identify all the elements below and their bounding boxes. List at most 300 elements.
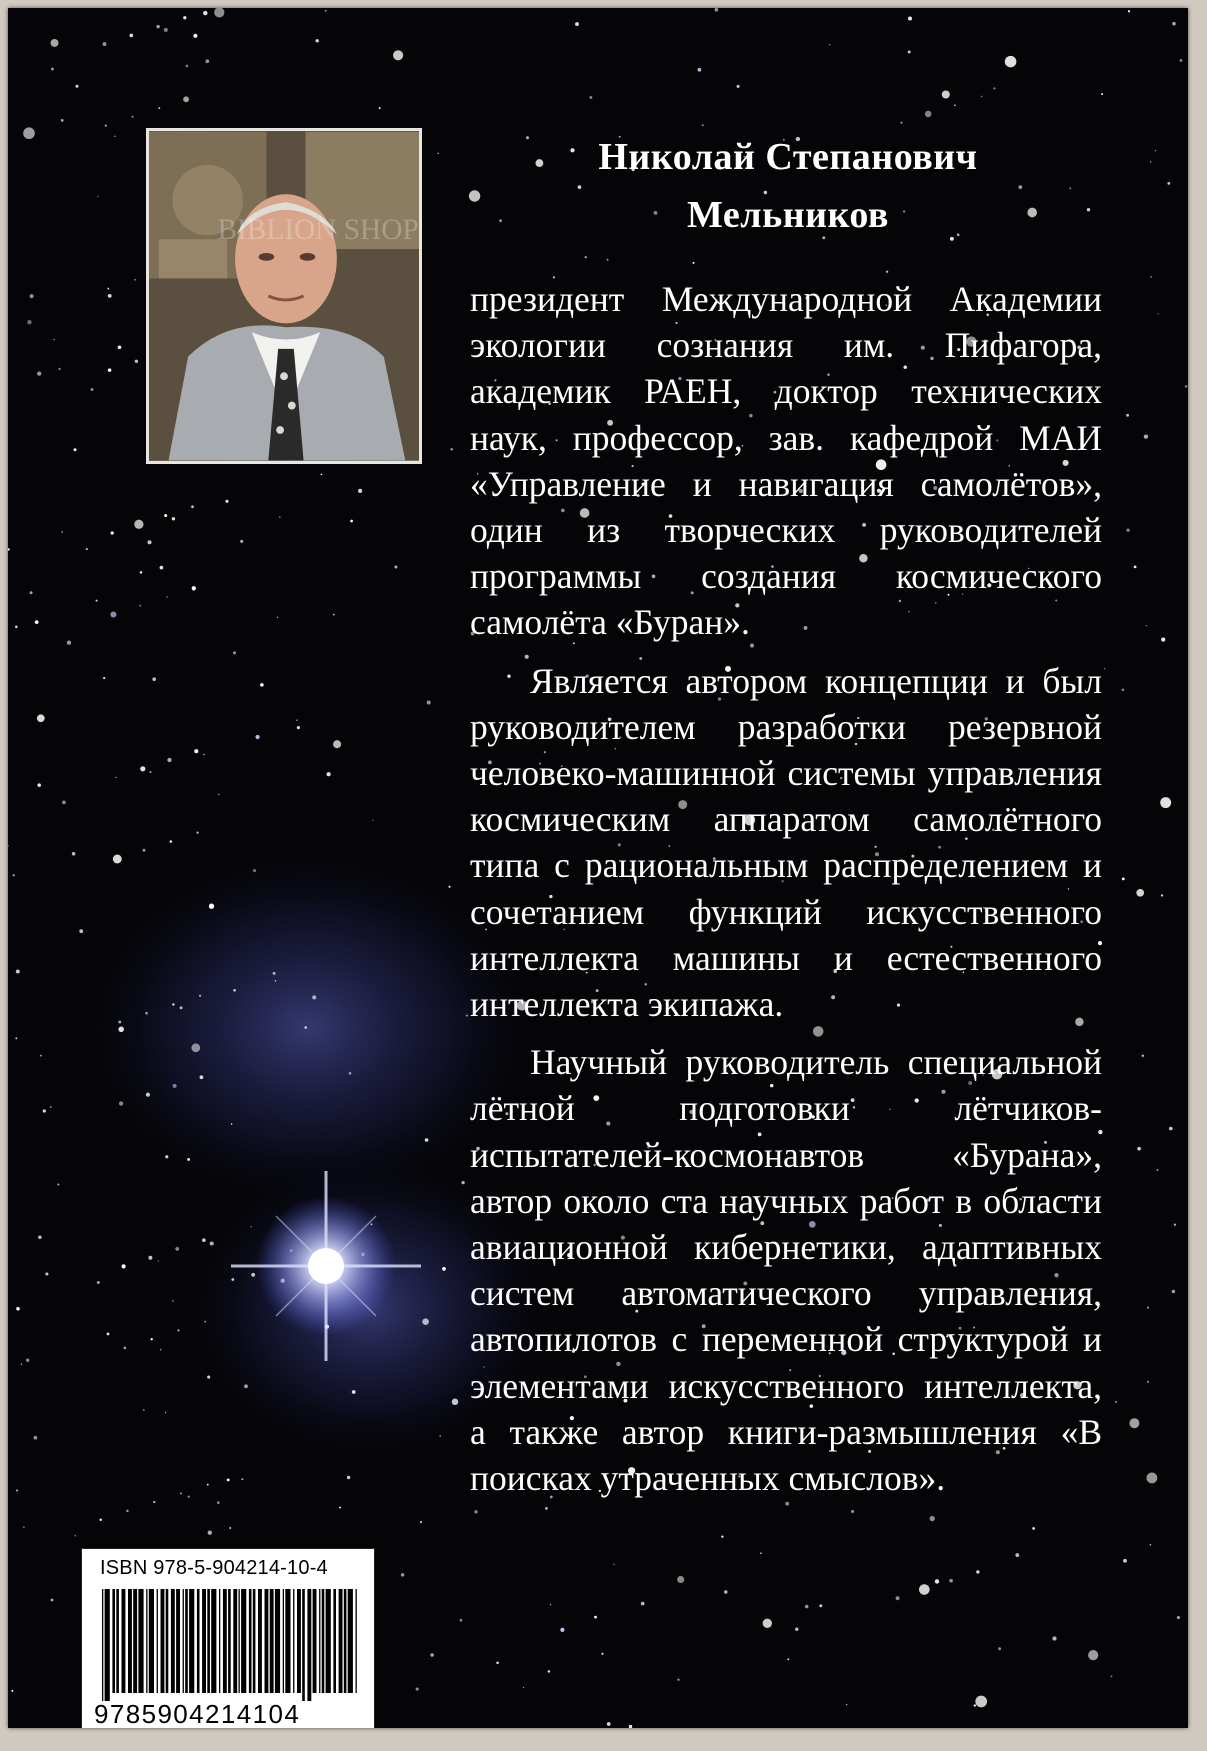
star <box>1128 10 1130 12</box>
star <box>35 620 39 624</box>
barcode-bar <box>239 1589 240 1693</box>
star <box>13 874 15 876</box>
star <box>218 794 219 795</box>
star <box>165 1412 166 1413</box>
star <box>135 360 138 363</box>
star <box>61 119 64 122</box>
star <box>760 1552 762 1554</box>
star <box>1147 1306 1149 1308</box>
star <box>37 714 45 722</box>
star <box>422 1318 429 1325</box>
star <box>164 28 168 32</box>
star <box>193 34 197 38</box>
star <box>191 505 194 508</box>
star <box>172 1003 174 1005</box>
barcode-bar <box>197 1589 200 1693</box>
star <box>183 16 186 19</box>
star <box>1126 529 1129 532</box>
barcode-bar <box>133 1589 137 1693</box>
star <box>325 10 327 12</box>
star <box>461 1181 464 1184</box>
star <box>86 548 88 550</box>
star <box>105 125 107 127</box>
star <box>118 345 122 349</box>
star <box>140 766 145 771</box>
star <box>26 1358 29 1361</box>
star <box>805 1605 809 1609</box>
star <box>169 840 172 843</box>
star <box>312 995 316 999</box>
star <box>819 1604 822 1607</box>
star <box>1134 566 1137 569</box>
barcode-bar <box>171 1589 175 1693</box>
star <box>548 1670 551 1673</box>
star <box>333 614 335 616</box>
star <box>160 566 164 570</box>
star <box>975 1696 987 1708</box>
star <box>260 683 264 687</box>
star <box>1111 1675 1113 1677</box>
star <box>38 1236 42 1240</box>
barcode-bar <box>102 1589 103 1701</box>
star <box>103 42 107 46</box>
star <box>607 259 609 261</box>
star <box>1052 1636 1056 1640</box>
barcode-bar <box>128 1589 132 1693</box>
star <box>51 1599 54 1602</box>
star <box>210 1241 214 1245</box>
star <box>183 96 189 102</box>
star <box>119 1101 123 1105</box>
star <box>1150 1544 1152 1546</box>
star <box>1142 1055 1144 1057</box>
star <box>829 44 830 45</box>
star <box>16 970 20 974</box>
barcode-bar <box>307 1589 311 1701</box>
star <box>677 1679 679 1681</box>
star <box>900 122 902 124</box>
star <box>187 1495 189 1497</box>
star <box>43 1109 46 1112</box>
star <box>15 625 18 628</box>
barcode-bar <box>356 1589 357 1693</box>
star <box>698 68 702 72</box>
star <box>594 1616 597 1619</box>
barcode-bar <box>161 1589 165 1693</box>
star <box>1150 276 1152 278</box>
barcode-bar <box>270 1589 274 1693</box>
star <box>585 256 587 258</box>
star <box>16 1307 20 1311</box>
barcode-bar <box>297 1589 301 1693</box>
star <box>942 90 950 98</box>
star <box>97 196 98 197</box>
barcode-bar <box>249 1589 252 1693</box>
star <box>217 1501 220 1504</box>
star <box>194 749 198 753</box>
star <box>233 651 236 654</box>
star <box>1126 414 1129 417</box>
star <box>74 448 77 451</box>
star <box>200 1075 204 1079</box>
star <box>1177 1616 1180 1619</box>
star <box>1147 1381 1149 1383</box>
star <box>140 571 143 574</box>
star <box>677 1576 684 1583</box>
barcode-bar <box>283 1589 284 1693</box>
barcode-bar <box>265 1589 269 1693</box>
barcode-bar <box>348 1589 353 1693</box>
star <box>607 1722 611 1726</box>
star <box>908 50 911 53</box>
star <box>452 1399 459 1406</box>
star <box>180 1006 183 1009</box>
star <box>96 600 98 602</box>
star <box>134 520 143 529</box>
star <box>737 85 740 88</box>
star <box>1122 877 1125 880</box>
star <box>97 1281 100 1284</box>
star <box>466 1015 468 1017</box>
star <box>241 1478 243 1480</box>
star <box>45 1272 48 1275</box>
star <box>229 1527 231 1529</box>
star <box>253 869 256 872</box>
star <box>724 1590 727 1593</box>
star <box>448 886 450 888</box>
barcode-digits: 9785904214104 <box>94 1699 301 1728</box>
star <box>1146 625 1147 626</box>
svg-text:BIBLION SHOP: BIBLION SHOP <box>217 214 419 247</box>
star <box>450 448 452 450</box>
star <box>590 96 593 99</box>
star <box>67 641 71 645</box>
barcode-bar <box>233 1589 237 1693</box>
star <box>180 1492 182 1494</box>
star <box>124 1347 127 1350</box>
star <box>30 591 33 594</box>
star <box>114 136 115 137</box>
star <box>420 1521 422 1523</box>
star <box>998 1647 1001 1650</box>
star <box>550 1604 551 1605</box>
star <box>143 1409 145 1411</box>
star <box>225 500 228 503</box>
star <box>1104 668 1105 669</box>
star <box>333 740 341 748</box>
barcode-bar <box>112 1589 115 1693</box>
book-back-cover <box>8 8 1188 1728</box>
star <box>76 85 79 88</box>
star <box>79 929 83 933</box>
star <box>204 1321 206 1323</box>
star <box>976 1570 979 1573</box>
star <box>240 540 243 543</box>
star <box>203 754 204 755</box>
author-name <box>468 128 1108 244</box>
barcode-bar <box>275 1589 280 1693</box>
star <box>99 1518 102 1521</box>
star <box>629 1725 632 1728</box>
star <box>57 1183 59 1185</box>
star <box>326 772 330 776</box>
star <box>401 1573 405 1577</box>
star <box>930 1516 935 1521</box>
star <box>1185 385 1188 388</box>
star <box>702 124 704 126</box>
star <box>108 368 112 372</box>
star <box>787 1658 789 1660</box>
barcode-bar <box>219 1589 220 1693</box>
author-name-first: Николай Степанович <box>598 136 978 178</box>
star <box>1161 894 1163 896</box>
star <box>51 68 54 71</box>
star <box>111 531 114 534</box>
barcode-bar <box>122 1589 126 1693</box>
star <box>172 1300 173 1301</box>
star <box>439 1435 441 1437</box>
star <box>316 39 319 42</box>
bio-paragraph-2: Является автором концепции и был руководителем разработки резервной человеко-машинной системы управления космическим аппаратом самолётного типа с рациональным распределением и сочетанием функций искусственного интеллекта машины и естественного интеллекта экипажа. <box>470 660 1102 1025</box>
star <box>158 107 160 109</box>
star <box>1155 150 1156 151</box>
star <box>156 25 159 28</box>
star <box>37 371 41 375</box>
star <box>641 1602 645 1606</box>
star <box>107 288 109 290</box>
star <box>523 1687 524 1688</box>
star <box>795 1627 798 1630</box>
barcode-bar <box>228 1589 231 1693</box>
star <box>145 1012 148 1015</box>
star <box>51 39 59 47</box>
star <box>846 1704 847 1705</box>
star <box>981 96 983 98</box>
star <box>129 34 133 38</box>
star <box>175 1247 179 1251</box>
star <box>304 1026 307 1029</box>
star <box>126 1510 128 1512</box>
star <box>1180 59 1183 62</box>
star <box>1157 313 1158 314</box>
star <box>91 388 94 391</box>
star <box>919 1584 930 1595</box>
barcode-bar <box>285 1589 290 1693</box>
star <box>358 489 362 493</box>
star <box>192 586 196 590</box>
star <box>1169 1127 1173 1131</box>
star <box>173 1084 177 1088</box>
star <box>763 1619 772 1628</box>
star <box>158 1260 159 1261</box>
star <box>196 831 198 833</box>
star <box>122 1264 126 1268</box>
star <box>118 1027 124 1033</box>
barcode-bar <box>339 1589 343 1693</box>
barcode-bar <box>105 1589 110 1701</box>
barcode-bar <box>211 1589 216 1693</box>
star <box>1115 1401 1117 1403</box>
star <box>8 845 9 846</box>
star <box>186 65 189 68</box>
bio-paragraph-1: президент Международной Академии экологии сознания им. Пифагора, академик РАЕН, доктор технических наук, профессор, зав. кафедрой МАИ «Управление и навигация самолётов», один из творческих руководителей программы создания космического самолёта «Буран». <box>470 279 1102 643</box>
star <box>1137 1147 1141 1151</box>
star <box>110 612 116 618</box>
author-portrait-image <box>149 131 419 461</box>
barcode <box>98 1589 360 1701</box>
star <box>425 1138 429 1142</box>
star <box>207 1376 210 1379</box>
star <box>1161 638 1165 642</box>
barcode-bar <box>166 1589 169 1693</box>
star <box>393 50 403 60</box>
star <box>153 1501 155 1503</box>
star <box>11 1690 13 1692</box>
barcode-bar <box>344 1589 347 1693</box>
star <box>442 1267 446 1271</box>
star <box>347 1476 350 1479</box>
barcode-bar <box>183 1589 184 1693</box>
star <box>297 726 300 729</box>
star <box>53 339 54 340</box>
star <box>715 8 719 12</box>
star <box>62 801 66 805</box>
star <box>115 777 116 778</box>
star <box>160 1349 161 1350</box>
star <box>437 153 438 154</box>
star <box>61 531 63 533</box>
isbn-barcode-block <box>81 1548 375 1728</box>
star <box>231 1123 233 1125</box>
star <box>1144 434 1148 438</box>
star <box>993 87 995 89</box>
star <box>1136 889 1144 897</box>
star <box>152 677 156 681</box>
star <box>1167 182 1170 185</box>
star <box>108 294 112 298</box>
star <box>352 1390 356 1394</box>
barcode-bar <box>293 1589 294 1693</box>
star <box>1088 1650 1098 1660</box>
star <box>227 1478 230 1481</box>
star <box>231 1278 234 1281</box>
star <box>147 540 151 544</box>
star <box>50 1106 52 1108</box>
barcode-bar <box>146 1589 147 1693</box>
barcode-bar <box>241 1589 246 1693</box>
star <box>151 1338 153 1340</box>
star <box>8 548 10 550</box>
star <box>214 8 224 18</box>
star <box>427 701 431 705</box>
star <box>233 989 236 992</box>
star <box>1150 161 1151 162</box>
star <box>139 605 140 606</box>
star <box>208 1531 212 1535</box>
star <box>205 59 209 63</box>
star <box>1172 1290 1175 1293</box>
star <box>954 104 956 106</box>
star <box>1146 1472 1157 1483</box>
star <box>167 758 171 762</box>
star <box>164 514 167 517</box>
star <box>1129 1418 1139 1428</box>
star <box>321 473 323 475</box>
star <box>721 1535 723 1537</box>
barcode-bar <box>202 1589 206 1693</box>
star <box>21 1363 23 1365</box>
star <box>1174 1224 1176 1226</box>
star <box>30 294 34 298</box>
star <box>277 617 279 619</box>
star <box>601 1653 603 1655</box>
star <box>394 566 397 569</box>
barcode-bar <box>176 1589 180 1693</box>
barcode-bar <box>313 1589 317 1693</box>
star <box>40 1055 42 1057</box>
barcode-bar <box>185 1589 188 1693</box>
star <box>34 1436 38 1440</box>
star <box>134 279 136 281</box>
star <box>379 107 381 109</box>
star <box>949 1579 953 1583</box>
star <box>202 1238 206 1242</box>
star <box>350 520 353 523</box>
barcode-bar <box>207 1589 210 1693</box>
star <box>143 849 146 852</box>
star <box>1172 22 1175 25</box>
star <box>146 1093 150 1097</box>
star <box>172 517 175 520</box>
star <box>148 1256 152 1260</box>
star <box>207 1484 209 1486</box>
star <box>37 783 41 787</box>
star <box>496 1662 499 1665</box>
author-name-last: Мельников <box>687 194 889 236</box>
star <box>72 852 76 856</box>
star <box>372 820 373 821</box>
barcode-bar <box>157 1589 158 1693</box>
star <box>23 1527 24 1528</box>
barcode-bar <box>322 1589 325 1693</box>
star <box>150 771 152 773</box>
star <box>575 22 579 26</box>
star <box>118 1021 121 1024</box>
star <box>203 11 207 15</box>
star <box>896 1596 900 1600</box>
barcode-bar <box>302 1589 305 1701</box>
star <box>460 1619 463 1622</box>
star <box>1005 56 1017 68</box>
star <box>275 980 277 982</box>
barcode-bar <box>258 1589 262 1693</box>
star <box>177 1329 179 1331</box>
barcode-bar <box>189 1589 194 1693</box>
star <box>103 677 105 679</box>
star <box>209 904 214 909</box>
star <box>251 1273 255 1277</box>
star <box>886 271 888 273</box>
star <box>416 1688 419 1691</box>
barcode-bar <box>149 1589 154 1693</box>
star <box>16 1490 18 1492</box>
star <box>23 127 35 139</box>
star <box>1032 1527 1035 1530</box>
star <box>191 1043 200 1052</box>
star <box>250 1226 251 1227</box>
star <box>187 1158 190 1161</box>
star <box>1160 797 1171 808</box>
